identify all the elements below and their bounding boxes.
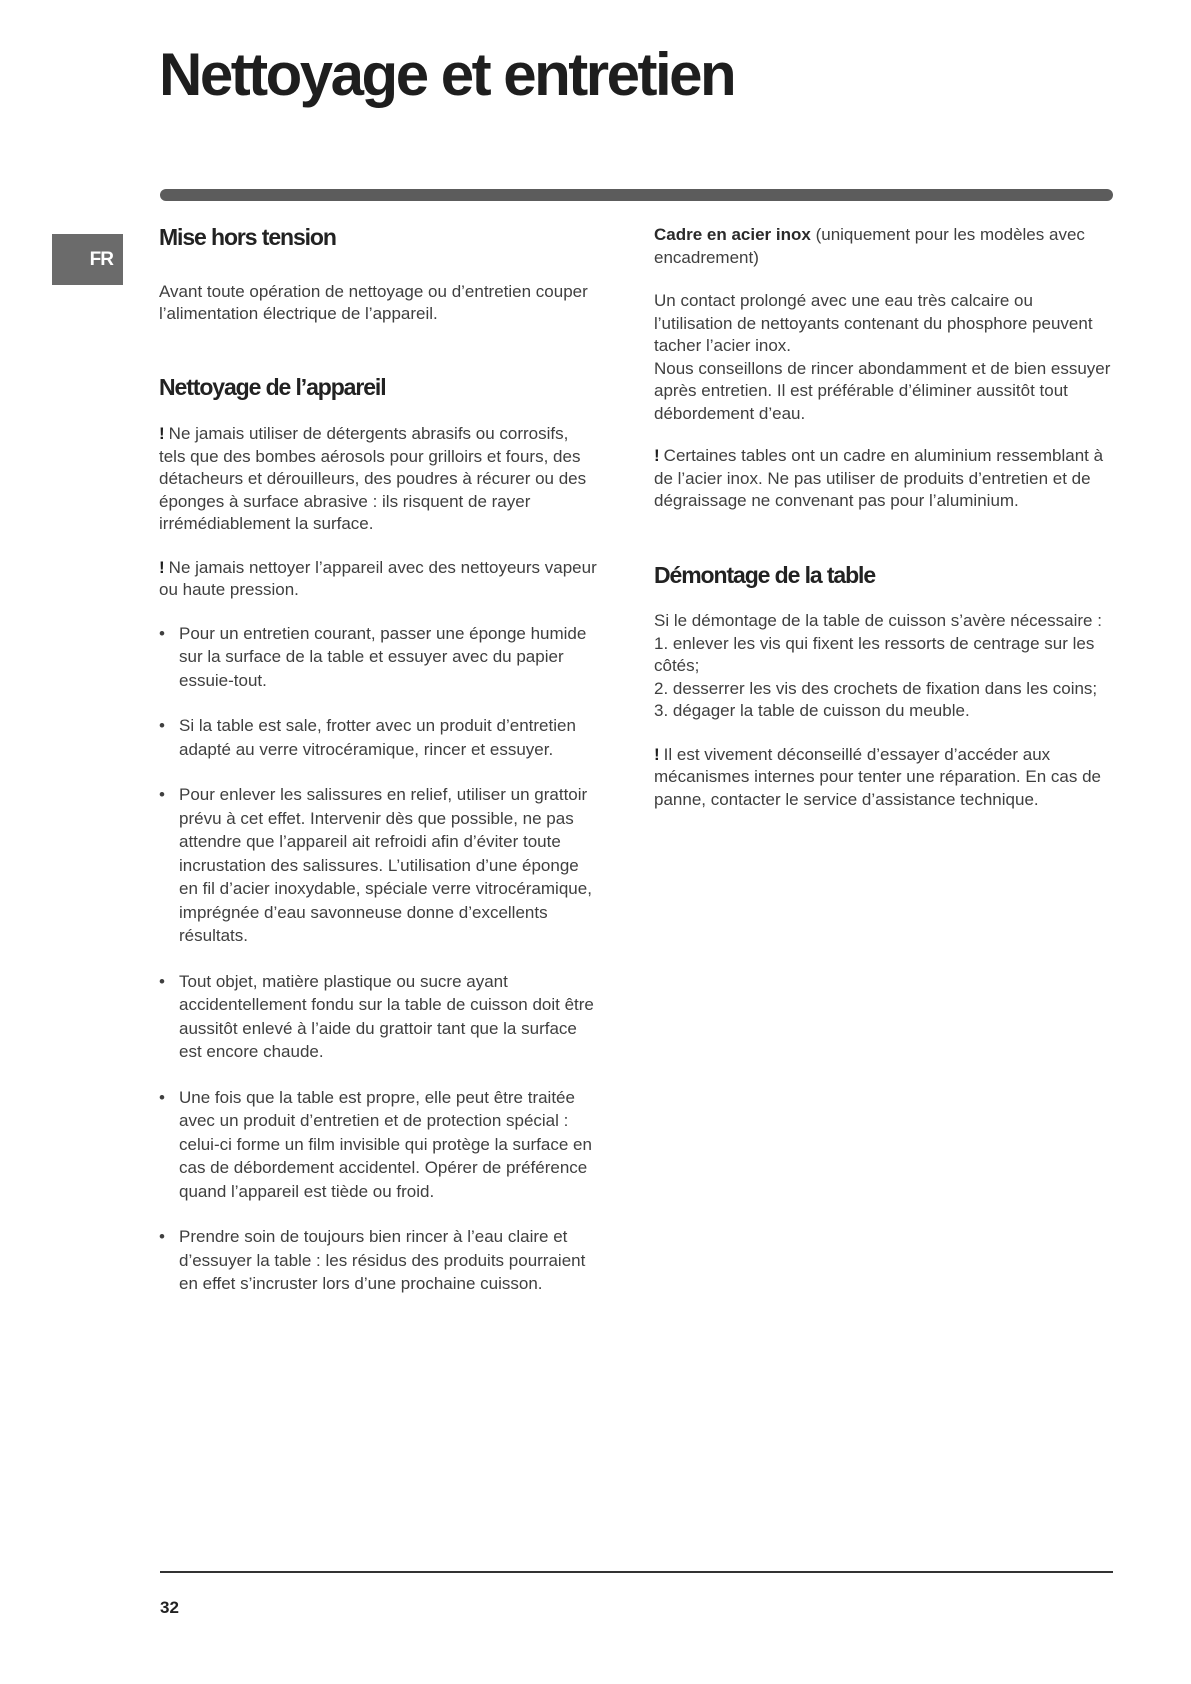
- right-column: [654, 224, 1114, 811]
- frame-intro: [654, 224, 1114, 269]
- dismount-intro: Si le démontage de la table de cuisson s’avère nécessaire :: [654, 611, 1102, 631]
- list-item-text: Si la table est sale, frotter avec un produit d’entretien adapté au verre vitrocéramique, rincer et essuyer.: [179, 716, 576, 759]
- list-item-text: Pour enlever les salissures en relief, utiliser un grattoir prévu à cet effet. Intervenir dès que possible, ne pas attendre que l’appareil ait refroidi afin d’éviter toute incrustation des salissures. L’utilisation d’une éponge en fil d’acier inoxydable, spéciale verre vitrocéramique, imprégnée d’eau savonneuse donne d’excellents résultats.: [179, 785, 592, 946]
- frame-para-1: Un contact prolongé avec une eau très calcaire ou l’utilisation de nettoyants contenant du phosphore peuvent tacher l’acier inox.: [654, 291, 1093, 355]
- list-item-text: Pour un entretien courant, passer une éponge humide sur la surface de la table et essuyer avec du papier essuie-tout.: [179, 623, 587, 690]
- list-item: [159, 783, 599, 948]
- cleaning-warning-1-text: Ne jamais utiliser de détergents abrasifs ou corrosifs, tels que des bombes aérosols pour grilloirs et fours, des détacheurs et dérouilleurs, des poudres à récurer ou des éponges à surface abrasive : ils risquent de rayer irrémédiablement la surface.: [159, 424, 587, 534]
- heading-cleaning: Nettoyage de l’appareil: [159, 373, 386, 400]
- warning-icon: !: [654, 446, 660, 465]
- bottom-divider: [160, 1571, 1113, 1573]
- dismount-step-3: 3. dégager la table de cuisson du meuble.: [654, 701, 970, 721]
- warning-icon: !: [654, 744, 660, 764]
- section-cleaning: [159, 374, 599, 1296]
- bullet-icon: •: [159, 971, 165, 991]
- heading-dismount: Démontage de la table: [654, 561, 876, 588]
- cleaning-warning-2: [159, 557, 599, 602]
- bullet-icon: •: [159, 1087, 165, 1107]
- list-item: [159, 970, 599, 1064]
- cleaning-warning-2-text: Ne jamais nettoyer l’appareil avec des nettoyeurs vapeur ou haute pression.: [159, 557, 597, 600]
- dismount-step-2: 2. desserrer les vis des crochets de fixation dans les coins;: [654, 678, 1098, 698]
- list-item-text: Prendre soin de toujours bien rincer à l’eau claire et d’essuyer la table : les résidus des produits pourraient en effet s’incruster lors d’une prochaine cuisson.: [179, 1227, 586, 1294]
- list-item: [159, 622, 599, 693]
- frame-para-2: Nous conseillons de rincer abondamment et de bien essuyer après entretien. Il est préférable d’éliminer aussitôt tout débordement d’eau.: [654, 358, 1111, 423]
- bullet-icon: •: [159, 785, 165, 805]
- frame-label: Cadre en acier inox: [654, 225, 811, 244]
- language-tab-label: FR: [89, 248, 113, 270]
- bullet-icon: •: [159, 623, 165, 643]
- list-item: [159, 1225, 599, 1296]
- top-divider: [160, 189, 1113, 201]
- cleaning-warning-1: [159, 423, 599, 536]
- section-dismount: [654, 562, 1114, 812]
- language-tab: [52, 234, 123, 285]
- list-item: [159, 1086, 599, 1204]
- bullet-icon: •: [159, 1227, 165, 1247]
- section-power-off: [159, 224, 599, 326]
- page-title: Nettoyage et entretien: [159, 41, 735, 108]
- list-item-text: Tout objet, matière plastique ou sucre ayant accidentellement fondu sur la table de cuisson doit être aussitôt enlevé à l’aide du grattoir tant que la surface est encore chaude.: [179, 971, 594, 1062]
- dismount-warning-text: Il est vivement déconseillé d’essayer d’accéder aux mécanismes internes pour tenter une réparation. En cas de panne, contacter le service d’assistance technique.: [654, 744, 1101, 809]
- dismount-warning: [654, 744, 1114, 812]
- power-off-text: Avant toute opération de nettoyage ou d’entretien couper l’alimentation électrique de l’appareil.: [159, 281, 588, 324]
- warning-icon: !: [159, 557, 165, 577]
- list-item-text: Une fois que la table est propre, elle peut être traitée avec un produit d’entretien et de protection spécial : celui-ci forme un film invisible qui protège la surface en cas de débordement accidentel. Opérer de préférence quand l’appareil est tiède ou froid.: [179, 1087, 592, 1201]
- frame-warning-text: Certaines tables ont un cadre en aluminium ressemblant à de l’acier inox. Ne pas utiliser de produits d’entretien et de dégraissage ne convenant pas pour l’aluminium.: [654, 446, 1104, 510]
- page-number: 32: [160, 1598, 179, 1617]
- cleaning-tips-list: [159, 622, 599, 1296]
- list-item: [159, 714, 599, 761]
- left-column: [159, 224, 599, 1296]
- bullet-icon: •: [159, 716, 165, 736]
- frame-label-note: (uniquement pour les modèles avec encadrement): [654, 225, 1085, 267]
- frame-warning: [654, 445, 1114, 513]
- heading-power-off: Mise hors tension: [159, 224, 336, 250]
- section-stainless-frame: [654, 224, 1114, 513]
- dismount-step-1: 1. enlever les vis qui fixent les ressorts de centrage sur les côtés;: [654, 633, 1095, 676]
- warning-icon: !: [159, 424, 165, 444]
